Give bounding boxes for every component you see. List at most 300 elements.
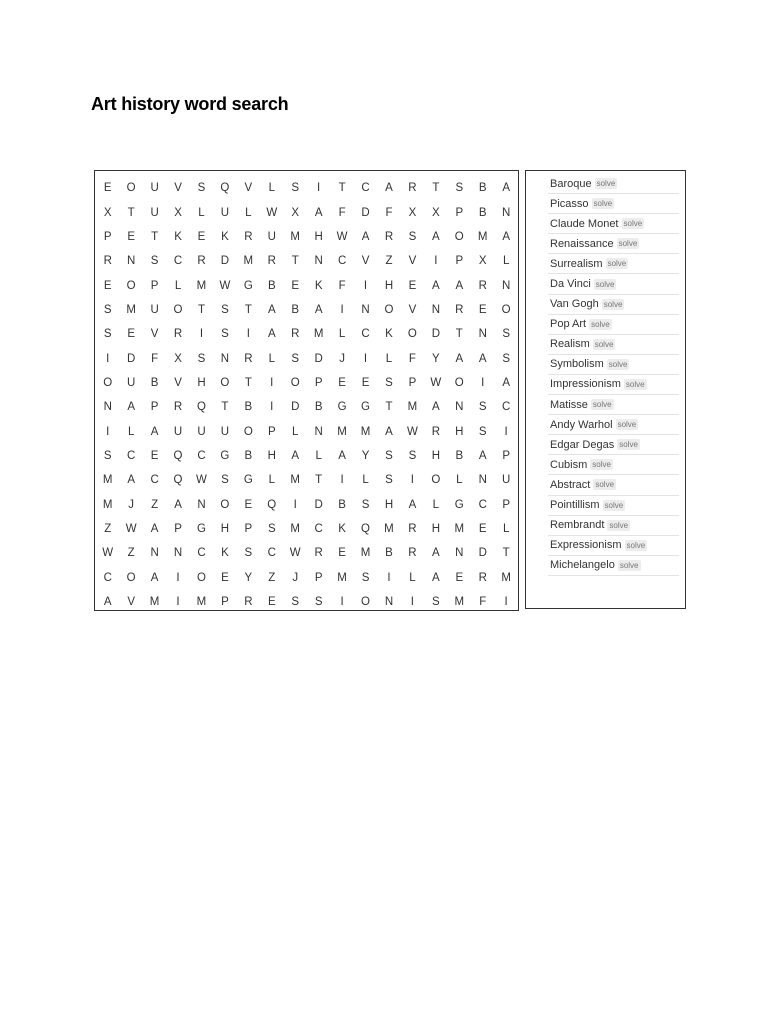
- grid-cell[interactable]: G: [454, 498, 464, 511]
- grid-cell[interactable]: A: [455, 279, 464, 292]
- grid-cell[interactable]: N: [173, 547, 183, 560]
- grid-cell[interactable]: F: [479, 596, 487, 609]
- grid-cell[interactable]: E: [103, 182, 112, 195]
- grid-cell[interactable]: S: [385, 474, 393, 487]
- grid-cell[interactable]: F: [151, 352, 159, 365]
- grid-cell[interactable]: A: [291, 449, 300, 462]
- grid-cell[interactable]: K: [221, 547, 229, 560]
- grid-cell[interactable]: R: [173, 328, 183, 341]
- grid-cell[interactable]: M: [290, 522, 301, 535]
- solve-button[interactable]: solve: [603, 299, 623, 309]
- grid-cell[interactable]: E: [361, 376, 370, 389]
- grid-cell[interactable]: X: [432, 206, 440, 219]
- grid-cell[interactable]: C: [314, 522, 323, 535]
- grid-cell[interactable]: S: [502, 328, 510, 341]
- grid-cell[interactable]: Q: [361, 522, 370, 535]
- grid-cell[interactable]: Z: [104, 522, 112, 535]
- grid-cell[interactable]: G: [243, 474, 253, 487]
- grid-cell[interactable]: C: [103, 571, 112, 584]
- grid-cell[interactable]: S: [244, 547, 253, 560]
- grid-cell[interactable]: L: [385, 352, 393, 365]
- grid-cell[interactable]: A: [103, 596, 112, 609]
- grid-cell[interactable]: U: [150, 206, 159, 219]
- grid-cell[interactable]: Y: [361, 449, 370, 462]
- grid-cell[interactable]: M: [384, 522, 394, 535]
- grid-cell[interactable]: D: [431, 328, 440, 341]
- grid-cell[interactable]: O: [384, 303, 394, 316]
- grid-cell[interactable]: B: [267, 279, 276, 292]
- grid-cell[interactable]: C: [127, 449, 136, 462]
- grid-cell[interactable]: T: [315, 474, 323, 487]
- grid-cell[interactable]: S: [291, 182, 300, 195]
- grid-cell[interactable]: C: [197, 547, 206, 560]
- grid-cell[interactable]: U: [220, 206, 230, 219]
- grid-cell[interactable]: I: [199, 328, 204, 341]
- grid-cell[interactable]: O: [407, 328, 417, 341]
- grid-cell[interactable]: B: [385, 547, 393, 560]
- grid-cell[interactable]: W: [266, 206, 278, 219]
- grid-cell[interactable]: B: [338, 498, 346, 511]
- grid-cell[interactable]: P: [502, 498, 510, 511]
- grid-cell[interactable]: E: [221, 571, 229, 584]
- grid-cell[interactable]: R: [244, 352, 253, 365]
- solve-button[interactable]: solve: [592, 460, 611, 470]
- grid-cell[interactable]: I: [504, 425, 508, 438]
- grid-cell[interactable]: Q: [173, 474, 183, 487]
- grid-cell[interactable]: S: [314, 596, 323, 609]
- grid-cell[interactable]: R: [197, 255, 206, 268]
- grid-cell[interactable]: P: [103, 230, 112, 243]
- grid-cell[interactable]: M: [313, 328, 324, 341]
- grid-cell[interactable]: Z: [127, 547, 135, 560]
- grid-cell[interactable]: T: [197, 303, 205, 316]
- grid-cell[interactable]: V: [408, 303, 417, 316]
- grid-cell[interactable]: V: [127, 596, 135, 609]
- grid-cell[interactable]: P: [221, 596, 229, 609]
- solve-button[interactable]: solve: [595, 279, 615, 289]
- grid-cell[interactable]: M: [196, 596, 207, 609]
- grid-cell[interactable]: M: [337, 425, 347, 438]
- grid-cell[interactable]: W: [289, 547, 301, 560]
- grid-cell[interactable]: D: [291, 401, 300, 414]
- grid-cell[interactable]: A: [502, 182, 510, 195]
- grid-cell[interactable]: A: [432, 547, 440, 560]
- grid-cell[interactable]: L: [198, 206, 205, 219]
- grid-cell[interactable]: A: [455, 352, 464, 365]
- grid-cell[interactable]: B: [478, 182, 487, 195]
- grid-cell[interactable]: R: [244, 230, 253, 243]
- grid-cell[interactable]: M: [102, 498, 113, 511]
- solve-button[interactable]: solve: [619, 440, 638, 450]
- grid-cell[interactable]: U: [220, 425, 230, 438]
- grid-cell[interactable]: K: [385, 328, 393, 341]
- grid-cell[interactable]: I: [340, 596, 344, 609]
- grid-cell[interactable]: E: [408, 279, 417, 292]
- grid-cell[interactable]: O: [361, 596, 370, 609]
- grid-cell[interactable]: T: [432, 182, 440, 195]
- grid-cell[interactable]: A: [267, 328, 276, 341]
- grid-cell[interactable]: T: [244, 303, 252, 316]
- grid-cell[interactable]: A: [174, 498, 182, 511]
- grid-cell[interactable]: N: [220, 352, 230, 365]
- grid-cell[interactable]: I: [340, 474, 344, 487]
- grid-cell[interactable]: S: [150, 255, 159, 268]
- grid-cell[interactable]: I: [387, 571, 391, 584]
- solve-button[interactable]: solve: [604, 500, 624, 510]
- grid-cell[interactable]: I: [504, 596, 508, 609]
- grid-cell[interactable]: L: [432, 498, 440, 511]
- solve-button[interactable]: solve: [619, 560, 639, 570]
- solve-button[interactable]: solve: [591, 319, 610, 329]
- grid-cell[interactable]: O: [220, 498, 230, 511]
- grid-cell[interactable]: Z: [385, 255, 393, 268]
- grid-cell[interactable]: A: [385, 182, 393, 195]
- grid-cell[interactable]: S: [221, 474, 229, 487]
- grid-cell[interactable]: S: [291, 352, 300, 365]
- grid-cell[interactable]: S: [455, 182, 464, 195]
- solve-button[interactable]: solve: [594, 339, 614, 349]
- grid-cell[interactable]: U: [127, 376, 136, 389]
- grid-cell[interactable]: H: [197, 376, 206, 389]
- grid-cell[interactable]: W: [219, 279, 231, 292]
- grid-cell[interactable]: R: [478, 571, 487, 584]
- grid-cell[interactable]: T: [291, 255, 299, 268]
- grid-cell[interactable]: H: [267, 449, 276, 462]
- grid-cell[interactable]: E: [150, 449, 159, 462]
- grid-cell[interactable]: R: [291, 328, 300, 341]
- grid-cell[interactable]: A: [150, 425, 159, 438]
- grid-cell[interactable]: V: [361, 255, 370, 268]
- grid-cell[interactable]: F: [408, 352, 416, 365]
- grid-cell[interactable]: M: [501, 571, 511, 584]
- grid-cell[interactable]: L: [409, 571, 416, 584]
- grid-cell[interactable]: G: [361, 401, 370, 414]
- grid-cell[interactable]: E: [127, 230, 135, 243]
- grid-cell[interactable]: E: [338, 376, 346, 389]
- grid-cell[interactable]: S: [385, 376, 393, 389]
- grid-cell[interactable]: X: [408, 206, 417, 219]
- grid-cell[interactable]: R: [455, 303, 464, 316]
- grid-cell[interactable]: J: [292, 571, 299, 584]
- grid-cell[interactable]: S: [361, 498, 370, 511]
- grid-cell[interactable]: T: [221, 401, 229, 414]
- grid-cell[interactable]: A: [432, 571, 440, 584]
- grid-cell[interactable]: D: [314, 498, 323, 511]
- grid-cell[interactable]: S: [502, 352, 510, 365]
- grid-cell[interactable]: O: [243, 425, 253, 438]
- grid-cell[interactable]: R: [431, 425, 440, 438]
- solve-button[interactable]: solve: [609, 520, 629, 530]
- grid-cell[interactable]: D: [127, 352, 136, 365]
- grid-cell[interactable]: N: [197, 498, 206, 511]
- grid-cell[interactable]: R: [267, 255, 276, 268]
- grid-cell[interactable]: U: [502, 474, 511, 487]
- grid-cell[interactable]: A: [432, 401, 440, 414]
- grid-cell[interactable]: O: [501, 303, 511, 316]
- grid-cell[interactable]: N: [478, 474, 487, 487]
- grid-cell[interactable]: I: [410, 474, 414, 487]
- grid-cell[interactable]: P: [408, 376, 417, 389]
- grid-cell[interactable]: C: [197, 449, 206, 462]
- grid-cell[interactable]: E: [267, 596, 276, 609]
- grid-cell[interactable]: M: [360, 425, 371, 438]
- grid-cell[interactable]: P: [502, 449, 510, 462]
- grid-cell[interactable]: R: [103, 255, 112, 268]
- grid-cell[interactable]: C: [173, 255, 183, 268]
- solve-button[interactable]: solve: [596, 179, 616, 189]
- grid-cell[interactable]: P: [455, 206, 464, 219]
- grid-cell[interactable]: O: [290, 376, 300, 389]
- grid-cell[interactable]: O: [220, 376, 230, 389]
- grid-cell[interactable]: Q: [220, 182, 230, 195]
- grid-cell[interactable]: W: [406, 425, 418, 438]
- grid-cell[interactable]: T: [127, 206, 135, 219]
- solve-button[interactable]: solve: [618, 239, 638, 249]
- grid-cell[interactable]: S: [197, 352, 206, 365]
- grid-cell[interactable]: O: [103, 376, 113, 389]
- grid-cell[interactable]: G: [243, 279, 253, 292]
- grid-cell[interactable]: V: [174, 182, 182, 195]
- solve-button[interactable]: solve: [595, 480, 615, 490]
- grid-cell[interactable]: E: [455, 571, 464, 584]
- grid-cell[interactable]: R: [408, 522, 417, 535]
- grid-cell[interactable]: K: [174, 230, 182, 243]
- grid-cell[interactable]: B: [314, 401, 323, 414]
- grid-cell[interactable]: M: [454, 596, 465, 609]
- grid-cell[interactable]: F: [338, 206, 346, 219]
- grid-cell[interactable]: S: [103, 449, 112, 462]
- grid-cell[interactable]: T: [502, 547, 510, 560]
- grid-cell[interactable]: A: [432, 230, 440, 243]
- grid-cell[interactable]: Q: [173, 449, 183, 462]
- grid-cell[interactable]: C: [361, 182, 370, 195]
- grid-cell[interactable]: P: [314, 571, 323, 584]
- grid-cell[interactable]: K: [221, 230, 229, 243]
- grid-cell[interactable]: T: [338, 182, 346, 195]
- grid-cell[interactable]: J: [128, 498, 135, 511]
- grid-cell[interactable]: M: [454, 522, 465, 535]
- grid-cell[interactable]: N: [314, 255, 323, 268]
- grid-cell[interactable]: S: [197, 182, 206, 195]
- grid-cell[interactable]: B: [244, 449, 253, 462]
- grid-cell[interactable]: W: [336, 230, 348, 243]
- grid-cell[interactable]: I: [246, 328, 250, 341]
- grid-cell[interactable]: L: [362, 474, 369, 487]
- grid-cell[interactable]: L: [174, 279, 182, 292]
- grid-cell[interactable]: S: [478, 425, 487, 438]
- grid-cell[interactable]: L: [292, 425, 299, 438]
- grid-cell[interactable]: L: [127, 425, 135, 438]
- grid-cell[interactable]: I: [270, 401, 274, 414]
- grid-cell[interactable]: P: [455, 255, 464, 268]
- grid-cell[interactable]: I: [434, 255, 438, 268]
- grid-cell[interactable]: A: [478, 352, 487, 365]
- grid-cell[interactable]: N: [502, 279, 511, 292]
- grid-cell[interactable]: S: [478, 401, 487, 414]
- grid-cell[interactable]: A: [127, 401, 135, 414]
- grid-cell[interactable]: H: [220, 522, 230, 535]
- grid-cell[interactable]: I: [176, 596, 180, 609]
- grid-cell[interactable]: N: [150, 547, 159, 560]
- grid-cell[interactable]: I: [481, 376, 485, 389]
- grid-cell[interactable]: D: [478, 547, 487, 560]
- grid-cell[interactable]: L: [315, 449, 322, 462]
- grid-cell[interactable]: V: [408, 255, 417, 268]
- grid-cell[interactable]: A: [361, 230, 370, 243]
- grid-cell[interactable]: C: [267, 547, 276, 560]
- grid-cell[interactable]: C: [337, 255, 347, 268]
- grid-cell[interactable]: S: [267, 522, 276, 535]
- grid-cell[interactable]: P: [150, 401, 159, 414]
- grid-cell[interactable]: I: [410, 596, 414, 609]
- grid-cell[interactable]: O: [126, 279, 136, 292]
- grid-cell[interactable]: I: [106, 352, 110, 365]
- grid-cell[interactable]: C: [150, 474, 159, 487]
- grid-cell[interactable]: M: [126, 303, 136, 316]
- grid-cell[interactable]: N: [103, 401, 112, 414]
- grid-cell[interactable]: E: [103, 279, 112, 292]
- grid-cell[interactable]: O: [126, 571, 136, 584]
- grid-cell[interactable]: T: [455, 328, 463, 341]
- grid-cell[interactable]: T: [385, 401, 393, 414]
- grid-cell[interactable]: Q: [267, 498, 277, 511]
- grid-cell[interactable]: G: [196, 522, 206, 535]
- grid-cell[interactable]: W: [196, 474, 207, 487]
- grid-cell[interactable]: S: [221, 328, 229, 341]
- grid-cell[interactable]: R: [408, 547, 417, 560]
- grid-cell[interactable]: R: [478, 279, 487, 292]
- grid-cell[interactable]: A: [408, 498, 417, 511]
- grid-cell[interactable]: L: [456, 474, 463, 487]
- grid-cell[interactable]: M: [290, 230, 301, 243]
- grid-cell[interactable]: R: [244, 596, 253, 609]
- grid-cell[interactable]: P: [150, 279, 159, 292]
- grid-cell[interactable]: M: [243, 255, 254, 268]
- grid-cell[interactable]: I: [176, 571, 180, 584]
- grid-cell[interactable]: I: [340, 303, 344, 316]
- grid-cell[interactable]: S: [432, 596, 440, 609]
- grid-cell[interactable]: I: [363, 352, 368, 365]
- grid-cell[interactable]: Y: [244, 571, 253, 584]
- grid-cell[interactable]: H: [431, 449, 440, 462]
- grid-cell[interactable]: S: [103, 328, 112, 341]
- grid-cell[interactable]: D: [314, 352, 323, 365]
- grid-cell[interactable]: X: [174, 206, 182, 219]
- grid-cell[interactable]: W: [125, 522, 137, 535]
- grid-cell[interactable]: B: [291, 303, 300, 316]
- grid-cell[interactable]: M: [477, 230, 488, 243]
- grid-cell[interactable]: K: [314, 279, 323, 292]
- grid-cell[interactable]: N: [502, 206, 511, 219]
- grid-cell[interactable]: O: [126, 182, 136, 195]
- grid-cell[interactable]: H: [384, 498, 394, 511]
- grid-cell[interactable]: N: [431, 303, 440, 316]
- grid-cell[interactable]: E: [478, 522, 487, 535]
- grid-cell[interactable]: K: [338, 522, 346, 535]
- solve-button[interactable]: solve: [592, 400, 612, 410]
- grid-cell[interactable]: R: [384, 230, 394, 243]
- grid-cell[interactable]: U: [173, 425, 183, 438]
- grid-cell[interactable]: H: [384, 279, 394, 292]
- solve-button[interactable]: solve: [593, 199, 613, 209]
- solve-button[interactable]: solve: [625, 379, 645, 389]
- grid-cell[interactable]: X: [174, 352, 182, 365]
- grid-cell[interactable]: A: [432, 279, 440, 292]
- grid-cell[interactable]: U: [197, 425, 206, 438]
- solve-button[interactable]: solve: [623, 219, 643, 229]
- grid-cell[interactable]: O: [196, 571, 206, 584]
- grid-cell[interactable]: O: [173, 303, 183, 316]
- grid-cell[interactable]: P: [314, 376, 323, 389]
- grid-cell[interactable]: B: [478, 206, 487, 219]
- grid-cell[interactable]: A: [150, 571, 159, 584]
- grid-cell[interactable]: S: [103, 303, 112, 316]
- grid-cell[interactable]: S: [221, 303, 229, 316]
- grid-cell[interactable]: A: [314, 206, 323, 219]
- grid-cell[interactable]: J: [339, 352, 345, 365]
- grid-cell[interactable]: R: [408, 182, 417, 195]
- grid-cell[interactable]: E: [338, 547, 346, 560]
- grid-cell[interactable]: N: [314, 425, 323, 438]
- grid-cell[interactable]: S: [408, 449, 417, 462]
- grid-cell[interactable]: N: [455, 547, 464, 560]
- grid-cell[interactable]: D: [361, 206, 370, 219]
- solve-button[interactable]: solve: [626, 540, 646, 550]
- grid-cell[interactable]: L: [338, 328, 346, 341]
- grid-cell[interactable]: P: [267, 425, 276, 438]
- grid-cell[interactable]: R: [173, 401, 183, 414]
- grid-cell[interactable]: M: [337, 571, 347, 584]
- grid-cell[interactable]: E: [197, 230, 206, 243]
- grid-cell[interactable]: I: [293, 498, 297, 511]
- grid-cell[interactable]: V: [150, 328, 159, 341]
- grid-cell[interactable]: S: [291, 596, 300, 609]
- grid-cell[interactable]: M: [290, 474, 301, 487]
- grid-cell[interactable]: H: [455, 425, 464, 438]
- grid-cell[interactable]: E: [478, 303, 487, 316]
- grid-cell[interactable]: N: [455, 401, 464, 414]
- grid-cell[interactable]: L: [502, 255, 510, 268]
- grid-cell[interactable]: L: [268, 474, 275, 487]
- grid-cell[interactable]: Z: [268, 571, 276, 584]
- grid-cell[interactable]: A: [502, 376, 510, 389]
- grid-cell[interactable]: H: [314, 230, 323, 243]
- grid-cell[interactable]: A: [267, 303, 276, 316]
- grid-cell[interactable]: E: [244, 498, 253, 511]
- grid-cell[interactable]: A: [478, 449, 487, 462]
- grid-cell[interactable]: I: [317, 182, 321, 195]
- grid-cell[interactable]: L: [245, 206, 252, 219]
- grid-cell[interactable]: U: [150, 303, 159, 316]
- grid-cell[interactable]: X: [478, 255, 487, 268]
- grid-cell[interactable]: A: [385, 425, 393, 438]
- grid-cell[interactable]: X: [291, 206, 300, 219]
- grid-cell[interactable]: L: [268, 182, 275, 195]
- grid-cell[interactable]: B: [244, 401, 253, 414]
- grid-cell[interactable]: B: [150, 376, 159, 389]
- grid-cell[interactable]: F: [338, 279, 346, 292]
- grid-cell[interactable]: Q: [196, 401, 206, 414]
- grid-cell[interactable]: M: [149, 596, 160, 609]
- grid-cell[interactable]: C: [502, 401, 511, 414]
- grid-cell[interactable]: V: [244, 182, 253, 195]
- grid-cell[interactable]: Z: [151, 498, 159, 511]
- grid-cell[interactable]: I: [106, 425, 110, 438]
- grid-cell[interactable]: T: [151, 230, 159, 243]
- grid-cell[interactable]: O: [454, 376, 464, 389]
- grid-cell[interactable]: P: [174, 522, 182, 535]
- grid-cell[interactable]: G: [337, 401, 347, 414]
